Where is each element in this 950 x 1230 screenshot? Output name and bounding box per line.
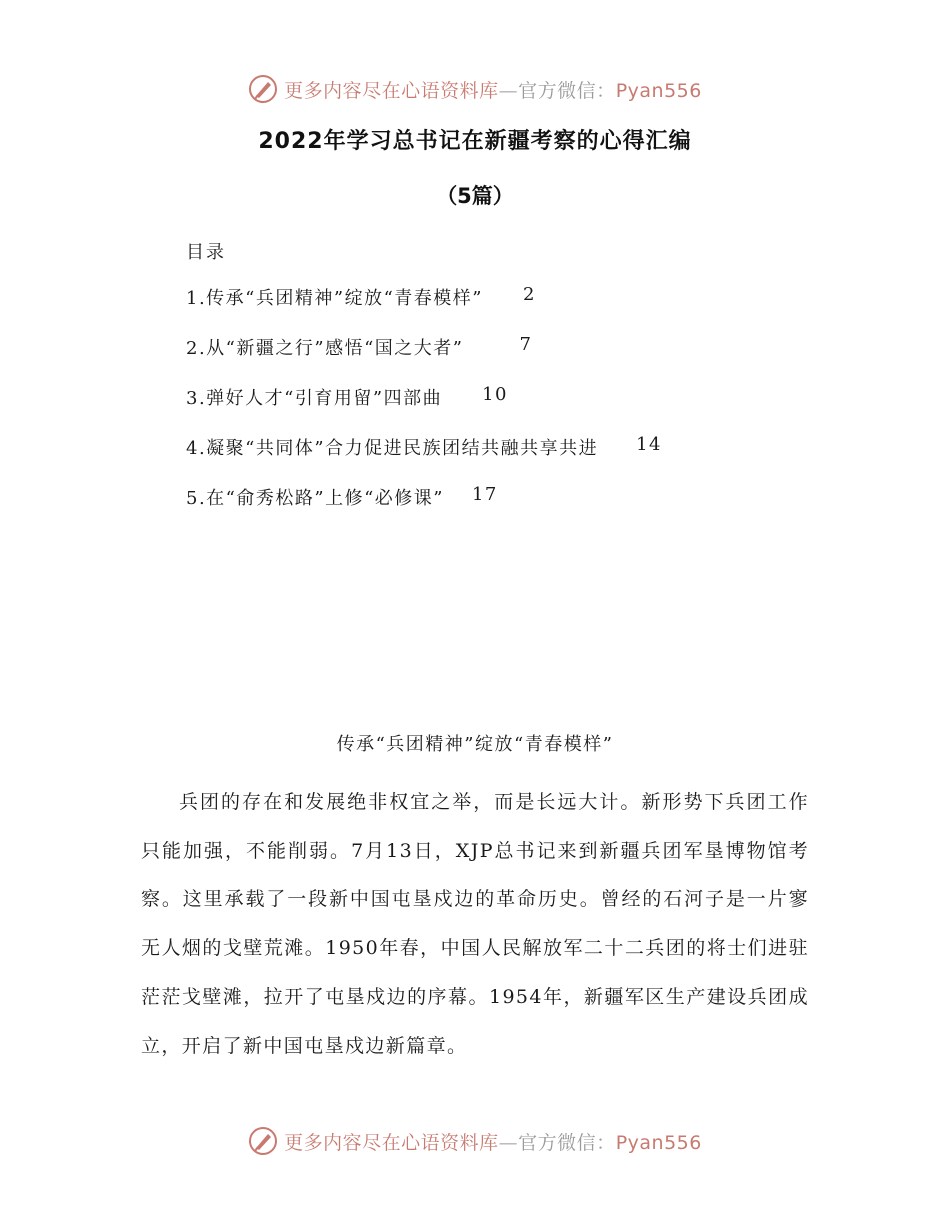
table-of-contents <box>186 284 662 534</box>
toc-item-5[interactable] <box>186 484 662 534</box>
header-watermark <box>0 72 950 106</box>
toc-item-1[interactable] <box>186 284 662 334</box>
watermark-wechat-id: Pyan556 <box>615 1131 702 1154</box>
toc-item-page: 10 <box>482 384 508 405</box>
footer-watermark <box>0 1124 950 1158</box>
quill-pen-logo-icon <box>248 74 278 104</box>
watermark-brand: 更多内容尽在心语资料库 <box>284 79 499 102</box>
toc-item-page: 7 <box>519 334 533 355</box>
quill-pen-logo-icon <box>248 1126 278 1156</box>
toc-item-label: 3.弹好人才“引育用留”四部曲 <box>186 388 443 409</box>
body-paragraph: 兵团的存在和发展绝非权宜之举，而是长远大计。新形势下兵团工作只能加强，不能削弱。7月13日，XJP总书记来到新疆兵团军垦博物馆考察。这里承载了一段新中国屯垦戍边的革命历史。曾经的石河子是一片寥无人烟的戈壁荒滩。1950年春，中国人民解放军二十二兵团的将士们进驻茫茫戈壁滩，拉开了屯垦戍边的序幕。1954年，新疆军区生产建设兵团成立，开启了新中国屯垦戍边新篇章。 <box>141 791 809 1057</box>
watermark-separator: — <box>498 1131 519 1154</box>
toc-item-label: 2.从“新疆之行”感悟“国之大者” <box>186 338 464 359</box>
watermark-brand: 更多内容尽在心语资料库 <box>284 1131 499 1154</box>
watermark-wechat-id: Pyan556 <box>615 79 702 102</box>
toc-item-label: 5.在“俞秀松路”上修“必修课” <box>186 488 444 509</box>
toc-item-3[interactable] <box>186 384 662 434</box>
watermark-official-label: 官方微信： <box>518 1131 616 1154</box>
toc-item-label: 1.传承“兵团精神”绽放“青春模样” <box>186 288 483 309</box>
toc-item-4[interactable] <box>186 434 662 484</box>
toc-item-page: 17 <box>471 484 498 505</box>
section-title: 传承“兵团精神”绽放“青春模样” <box>336 734 614 755</box>
toc-item-page: 14 <box>636 434 662 455</box>
toc-heading: 目录 <box>186 242 226 263</box>
toc-item-2[interactable] <box>186 334 662 384</box>
watermark-text <box>284 76 702 103</box>
document-subtitle: （5篇） <box>436 184 514 208</box>
watermark-separator: — <box>498 79 519 102</box>
toc-item-label: 4.凝聚“共同体”合力促进民族团结共融共享共进 <box>186 438 599 459</box>
document-title: 2022年学习总书记在新疆考察的心得汇编 <box>258 129 692 154</box>
watermark-official-label: 官方微信： <box>518 79 616 102</box>
watermark-text <box>284 1128 702 1155</box>
toc-item-page: 2 <box>522 284 536 305</box>
